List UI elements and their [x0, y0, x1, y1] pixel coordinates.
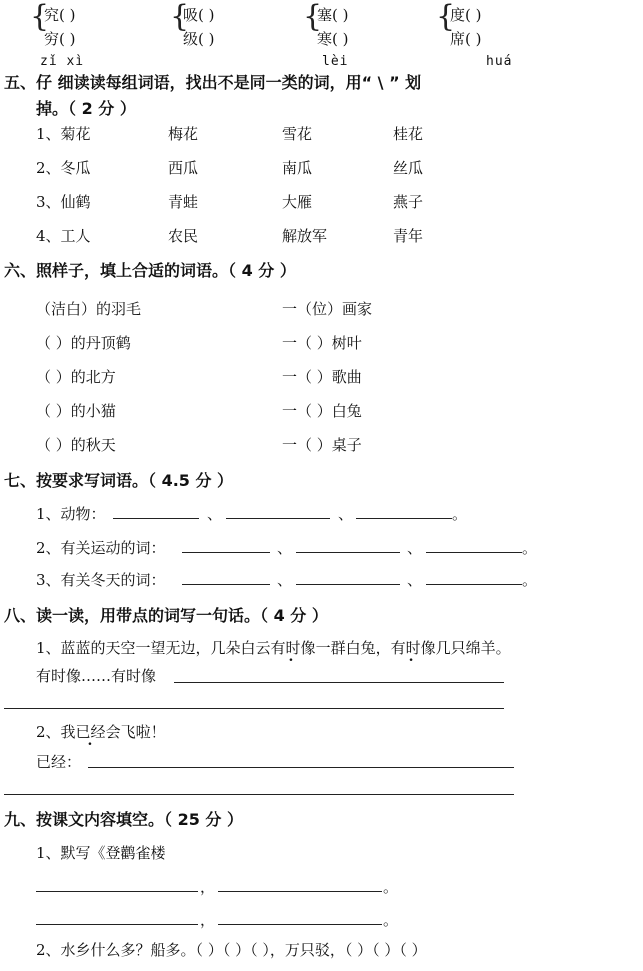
fill-left: （ ）的北方 — [36, 368, 116, 386]
fill-in-question: 2、水乡什么多？船多。（ ）（ ）（ ），万只驳，（ ）（ ）（ ） — [36, 941, 427, 959]
period: 。 — [522, 539, 538, 557]
word-item: 4、工人 — [36, 227, 91, 245]
char-pair-top: 塞( ) — [317, 6, 349, 24]
separator: 、 — [407, 571, 423, 589]
word-item: 雪花 — [282, 125, 313, 143]
word-item: 西瓜 — [168, 159, 199, 177]
answer-blank[interactable] — [296, 584, 400, 585]
period: 。 — [452, 505, 468, 523]
fill-left: （洁白）的羽毛 — [36, 300, 142, 318]
char-pair-bottom: 级( ) — [183, 30, 215, 48]
word-item: 青年 — [393, 227, 424, 245]
char-pair-bottom: 寒( ) — [317, 30, 349, 48]
sentence-text: 会飞啦！ — [105, 723, 166, 741]
section-8-title: 八、读一读，用带点的词写一句话。（ 4 分 ） — [4, 606, 328, 625]
comma: ， — [200, 911, 216, 929]
answer-blank[interactable] — [182, 552, 270, 553]
answer-line[interactable] — [88, 767, 514, 768]
section-5-title: 五、仔 细读读每组词语，找出不是同一类的词，用“ \ ” 划 — [4, 73, 422, 92]
dotted-word: 有时像 — [270, 639, 316, 657]
word-item: 2、冬瓜 — [36, 159, 91, 177]
word-item: 1、菊花 — [36, 125, 91, 143]
sentence-text: 几只绵羊。 — [435, 639, 511, 657]
word-item: 南瓜 — [282, 159, 313, 177]
prompt-label: 有时像……有时像 — [36, 667, 157, 685]
section-9-title: 九、按课文内容填空。（ 25 分 ） — [4, 810, 243, 829]
word-item: 农民 — [168, 227, 199, 245]
separator: 、 — [277, 571, 293, 589]
answer-blank[interactable] — [182, 584, 270, 585]
fill-right: 一（ ）歌曲 — [282, 368, 362, 386]
answer-blank[interactable] — [426, 552, 522, 553]
sentence-text: 一群白兔， — [315, 639, 391, 657]
comma: ， — [200, 878, 216, 896]
pinyin-zixi: zǐ xì — [40, 54, 85, 69]
sentence-q2 — [36, 721, 166, 742]
word-item: 丝瓜 — [393, 159, 424, 177]
char-pair-top: 吸( ) — [183, 6, 215, 24]
pinyin-lei: lèi — [322, 54, 349, 69]
brace-icon: { — [303, 0, 323, 34]
brace-icon: { — [30, 0, 50, 34]
dotted-word: 已经 — [75, 723, 106, 741]
fill-right: 一（ ）树叶 — [282, 334, 362, 352]
brace-icon: { — [436, 0, 456, 34]
separator: 、 — [338, 505, 354, 523]
fill-left: （ ）的小猫 — [36, 402, 116, 420]
answer-line[interactable] — [218, 924, 382, 925]
answer-line[interactable] — [36, 891, 198, 892]
fill-left: （ ）的丹顶鹤 — [36, 334, 131, 352]
answer-line[interactable] — [218, 891, 382, 892]
separator: 、 — [207, 505, 223, 523]
answer-line[interactable] — [4, 794, 514, 795]
sentence-q1 — [36, 637, 511, 658]
answer-line[interactable] — [4, 708, 504, 709]
section-6-title: 六、照样子，填上合适的词语。（ 4 分 ） — [4, 261, 296, 280]
item-label: 1、动物： — [36, 505, 106, 523]
fill-right: 一（ ）白兔 — [282, 402, 362, 420]
period: 。 — [383, 878, 399, 896]
word-item: 解放军 — [282, 227, 328, 245]
sentence-text: 2、我 — [36, 723, 76, 741]
item-label: 3、有关冬天的词： — [36, 571, 166, 589]
section-5-title-cont: 掉。（ 2 分 ） — [36, 99, 136, 118]
item-label: 2、有关运动的词： — [36, 539, 166, 557]
prompt-label: 已经： — [36, 753, 82, 771]
char-pair-top: 究( ) — [44, 6, 76, 24]
section-7-title: 七、按要求写词语。（ 4.5 分 ） — [4, 471, 234, 490]
char-pair-bottom: 穷( ) — [44, 30, 76, 48]
fill-left: （ ）的秋天 — [36, 436, 116, 454]
answer-blank[interactable] — [113, 518, 199, 519]
answer-blank[interactable] — [226, 518, 330, 519]
sentence-text: 1、蓝蓝的天空一望无边，几朵白云 — [36, 639, 271, 657]
period: 。 — [522, 571, 538, 589]
pinyin-hua: huá — [486, 54, 513, 69]
word-item: 3、仙鹤 — [36, 193, 91, 211]
char-pair-top: 度( ) — [450, 6, 482, 24]
fill-right: 一（ ）桌子 — [282, 436, 362, 454]
fill-right: 一（位）画家 — [282, 300, 373, 318]
answer-line[interactable] — [36, 924, 198, 925]
poem-prompt: 1、默写《登鹳雀楼 — [36, 844, 166, 862]
answer-blank[interactable] — [356, 518, 452, 519]
answer-blank[interactable] — [296, 552, 400, 553]
word-item: 大雁 — [282, 193, 313, 211]
word-item: 青蛙 — [168, 193, 199, 211]
separator: 、 — [277, 539, 293, 557]
word-item: 燕子 — [393, 193, 424, 211]
answer-blank[interactable] — [426, 584, 522, 585]
word-item: 桂花 — [393, 125, 424, 143]
dotted-word: 有时像 — [390, 639, 436, 657]
brace-icon: { — [170, 0, 190, 34]
period: 。 — [383, 911, 399, 929]
answer-line[interactable] — [174, 682, 504, 683]
word-item: 梅花 — [168, 125, 199, 143]
char-pair-bottom: 席( ) — [450, 30, 482, 48]
separator: 、 — [407, 539, 423, 557]
